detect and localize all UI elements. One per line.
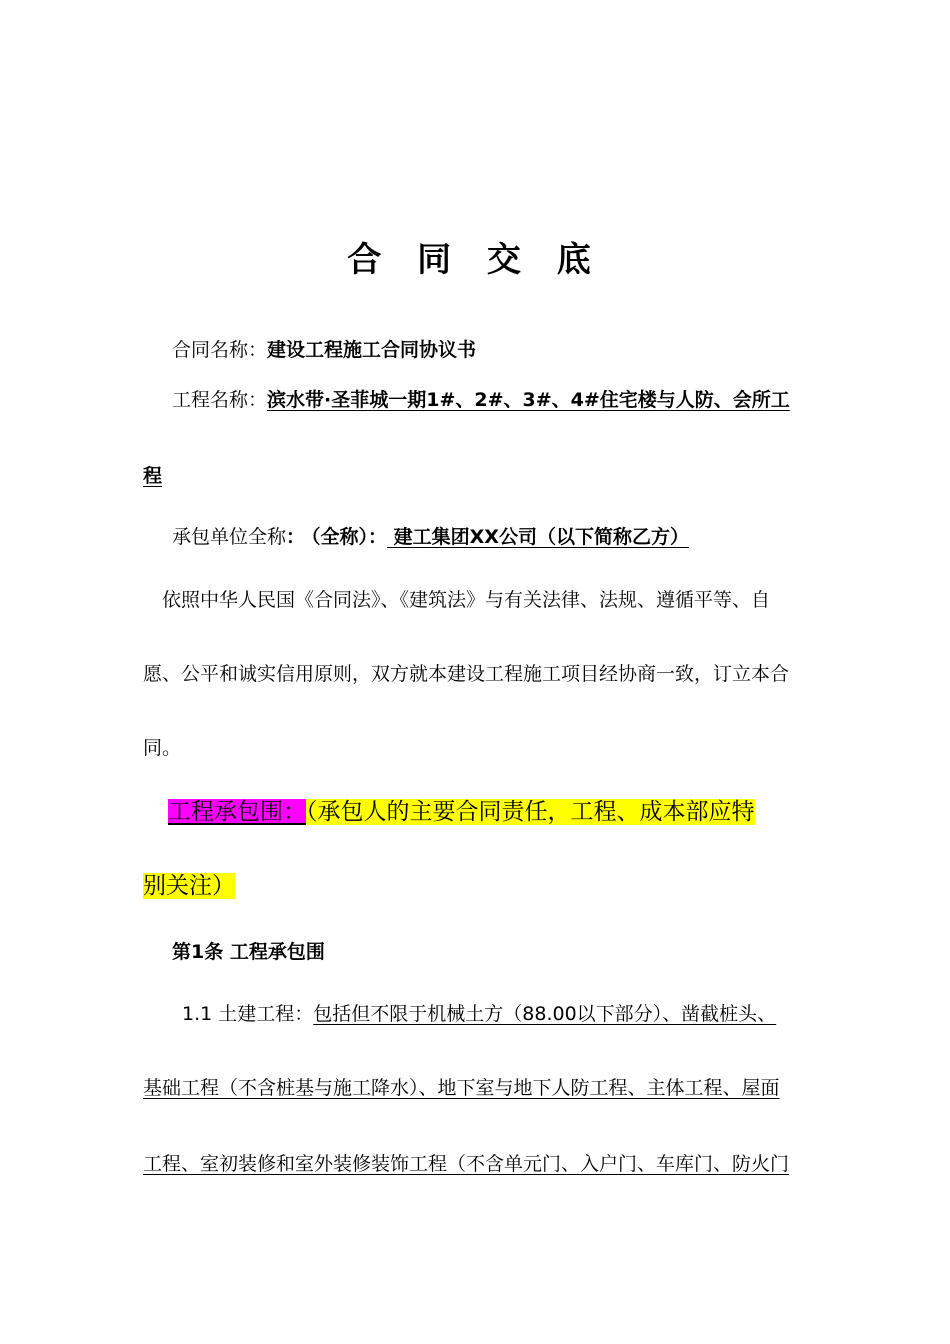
scope-heading-continued <box>143 871 235 901</box>
contract-name-value: 建设工程施工合同协议书 <box>267 339 477 361</box>
project-name-row <box>172 388 790 412</box>
project-name-continued: 程 <box>143 465 163 487</box>
project-name-value: 滨水带·圣菲城一期1#、2#、3#、4#住宅楼与人防、会所工 <box>267 389 790 411</box>
contractor-row <box>172 525 689 549</box>
article-1-item-label: 1.1 土建工程： <box>182 1003 314 1025</box>
scope-heading-highlight-yellow: （承包人的主要合同责任，工程、成本部应特 <box>306 799 755 825</box>
contractor-colon: ： <box>286 526 306 548</box>
project-name-label: 工程名称： <box>172 389 268 411</box>
intro-line-2: 愿、公平和诚实信用原则，双方就本建设工程施工项目经协商一致，订立本合 <box>143 663 790 685</box>
contract-name-row <box>172 338 476 362</box>
scope-heading-highlight-magenta: 工程承包围： <box>168 799 306 825</box>
intro-line-3: 同。 <box>143 737 182 759</box>
page-title: 合 同 交 底 <box>347 240 603 280</box>
scope-heading <box>168 797 755 827</box>
article-1-item-line-2: 基础工程（不含桩基与施工降水）、地下室与地下人防工程、主体工程、屋面 <box>143 1077 780 1099</box>
article-1-heading: 第1条 工程承包围 <box>172 941 325 963</box>
article-1-item-text: 包括但不限于机械土方（88.00以下部分）、凿截桩头、 <box>313 1003 777 1025</box>
contract-name-label: 合同名称： <box>172 339 268 361</box>
article-1-item-row <box>182 1002 776 1026</box>
contractor-value: 建工集团XX公司（以下简称乙方） <box>387 526 689 548</box>
contractor-full-label: （全称）： <box>311 526 388 548</box>
intro-line-1: 依照中华人民国《合同法》、《建筑法》与有关法律、法规、遵循平等、自 <box>162 589 771 611</box>
scope-heading-highlight-yellow-2: 别关注） <box>143 873 235 899</box>
contractor-label: 承包单位全称 <box>172 526 287 548</box>
article-1-item-line-3: 工程、室初装修和室外装修装饰工程（不含单元门、入户门、车库门、防火门 <box>143 1153 790 1175</box>
